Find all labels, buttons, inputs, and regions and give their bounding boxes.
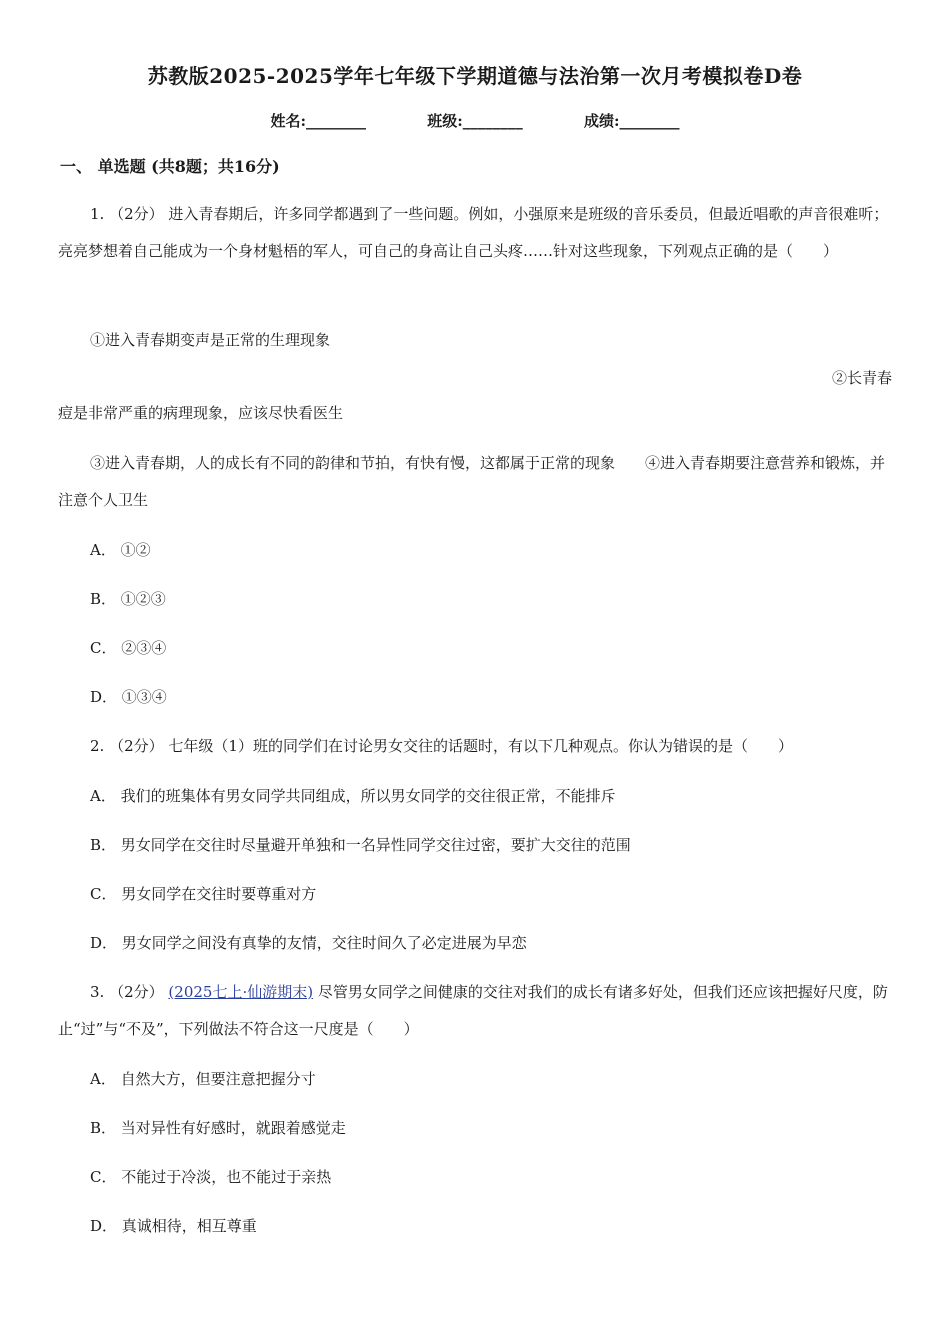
q3-option-a[interactable]: A． 自然大方，但要注意把握分寸 (90, 1070, 316, 1088)
score-field[interactable]: 成绩:________ (584, 112, 680, 130)
document-title: 苏教版2025-2025学年七年级下学期道德与法治第一次月考模拟卷D卷 (147, 64, 803, 88)
question-number: 2. (90, 737, 105, 755)
statement-3-4: ③进入青春期，人的成长有不同的韵律和节拍，有快有慢，这都属于正常的现象 ④进入青春期要注意营养和锻炼，并注意个人卫生 (58, 454, 886, 509)
q2-option-a[interactable]: A． 我们的班集体有男女同学共同组成，所以男女同学的交往很正常，不能排斥 (90, 787, 616, 805)
question-score: （2分） (109, 983, 164, 1001)
name-field[interactable]: 姓名:________ (270, 112, 366, 130)
question-2 (58, 728, 892, 765)
statement-2-end: 痘是非常严重的病理现象，应该尽快看医生 (58, 404, 344, 422)
question-1 (58, 196, 892, 270)
question-3 (58, 974, 892, 1048)
q2-option-c[interactable]: C． 男女同学在交往时要尊重对方 (90, 885, 317, 903)
question-source-link[interactable]: (2025七上·仙游期末) (168, 983, 314, 1001)
question-stem: 进入青春期后，许多同学都遇到了一些问题。例如，小强原来是班级的音乐委员，但最近唱歌的声音很难听；亮亮梦想着自己能成为一个身材魁梧的军人，可自己的身高让自己头疼……针对这些现象，下列观点正确的是（ ） (58, 205, 889, 260)
question-score: （2分） (109, 205, 164, 223)
statement-2-start: ②长青春 (831, 369, 892, 387)
q1-option-b[interactable]: B． ①②③ (90, 590, 166, 608)
q1-option-a[interactable]: A． ①② (90, 541, 151, 559)
question-number: 3. (90, 983, 105, 1001)
q3-option-b[interactable]: B． 当对异性有好感时，就跟着感觉走 (90, 1119, 346, 1137)
q1-option-d[interactable]: D． ①③④ (90, 688, 167, 706)
class-field[interactable]: 班级:________ (427, 112, 523, 130)
q3-option-d[interactable]: D． 真诚相待，相互尊重 (90, 1217, 257, 1235)
q1-option-c[interactable]: C． ②③④ (90, 639, 167, 657)
statement-1: ①进入青春期变声是正常的生理现象 (90, 331, 331, 349)
question-stem: 尽管男女同学之间健康的交往对我们的成长有诸多好处，但我们还应该把握好尺度，防止“过”与“不及”，下列做法不符合这一尺度是（ ） (58, 983, 888, 1038)
q2-option-d[interactable]: D． 男女同学之间没有真挚的友情，交往时间久了必定进展为早恋 (90, 934, 527, 952)
student-info-row (0, 110, 950, 131)
question-stem: 七年级（1）班的同学们在讨论男女交往的话题时，有以下几种观点。你认为错误的是（ ） (168, 737, 793, 755)
section-heading: 一、 单选题 (共8题；共16分) (60, 157, 280, 176)
q3-option-c[interactable]: C． 不能过于冷淡，也不能过于亲热 (90, 1168, 332, 1186)
question-score: （2分） (109, 737, 164, 755)
question-number: 1. (90, 205, 105, 223)
q2-option-b[interactable]: B． 男女同学在交往时尽量避开单独和一名异性同学交往过密，要扩大交往的范围 (90, 836, 631, 854)
